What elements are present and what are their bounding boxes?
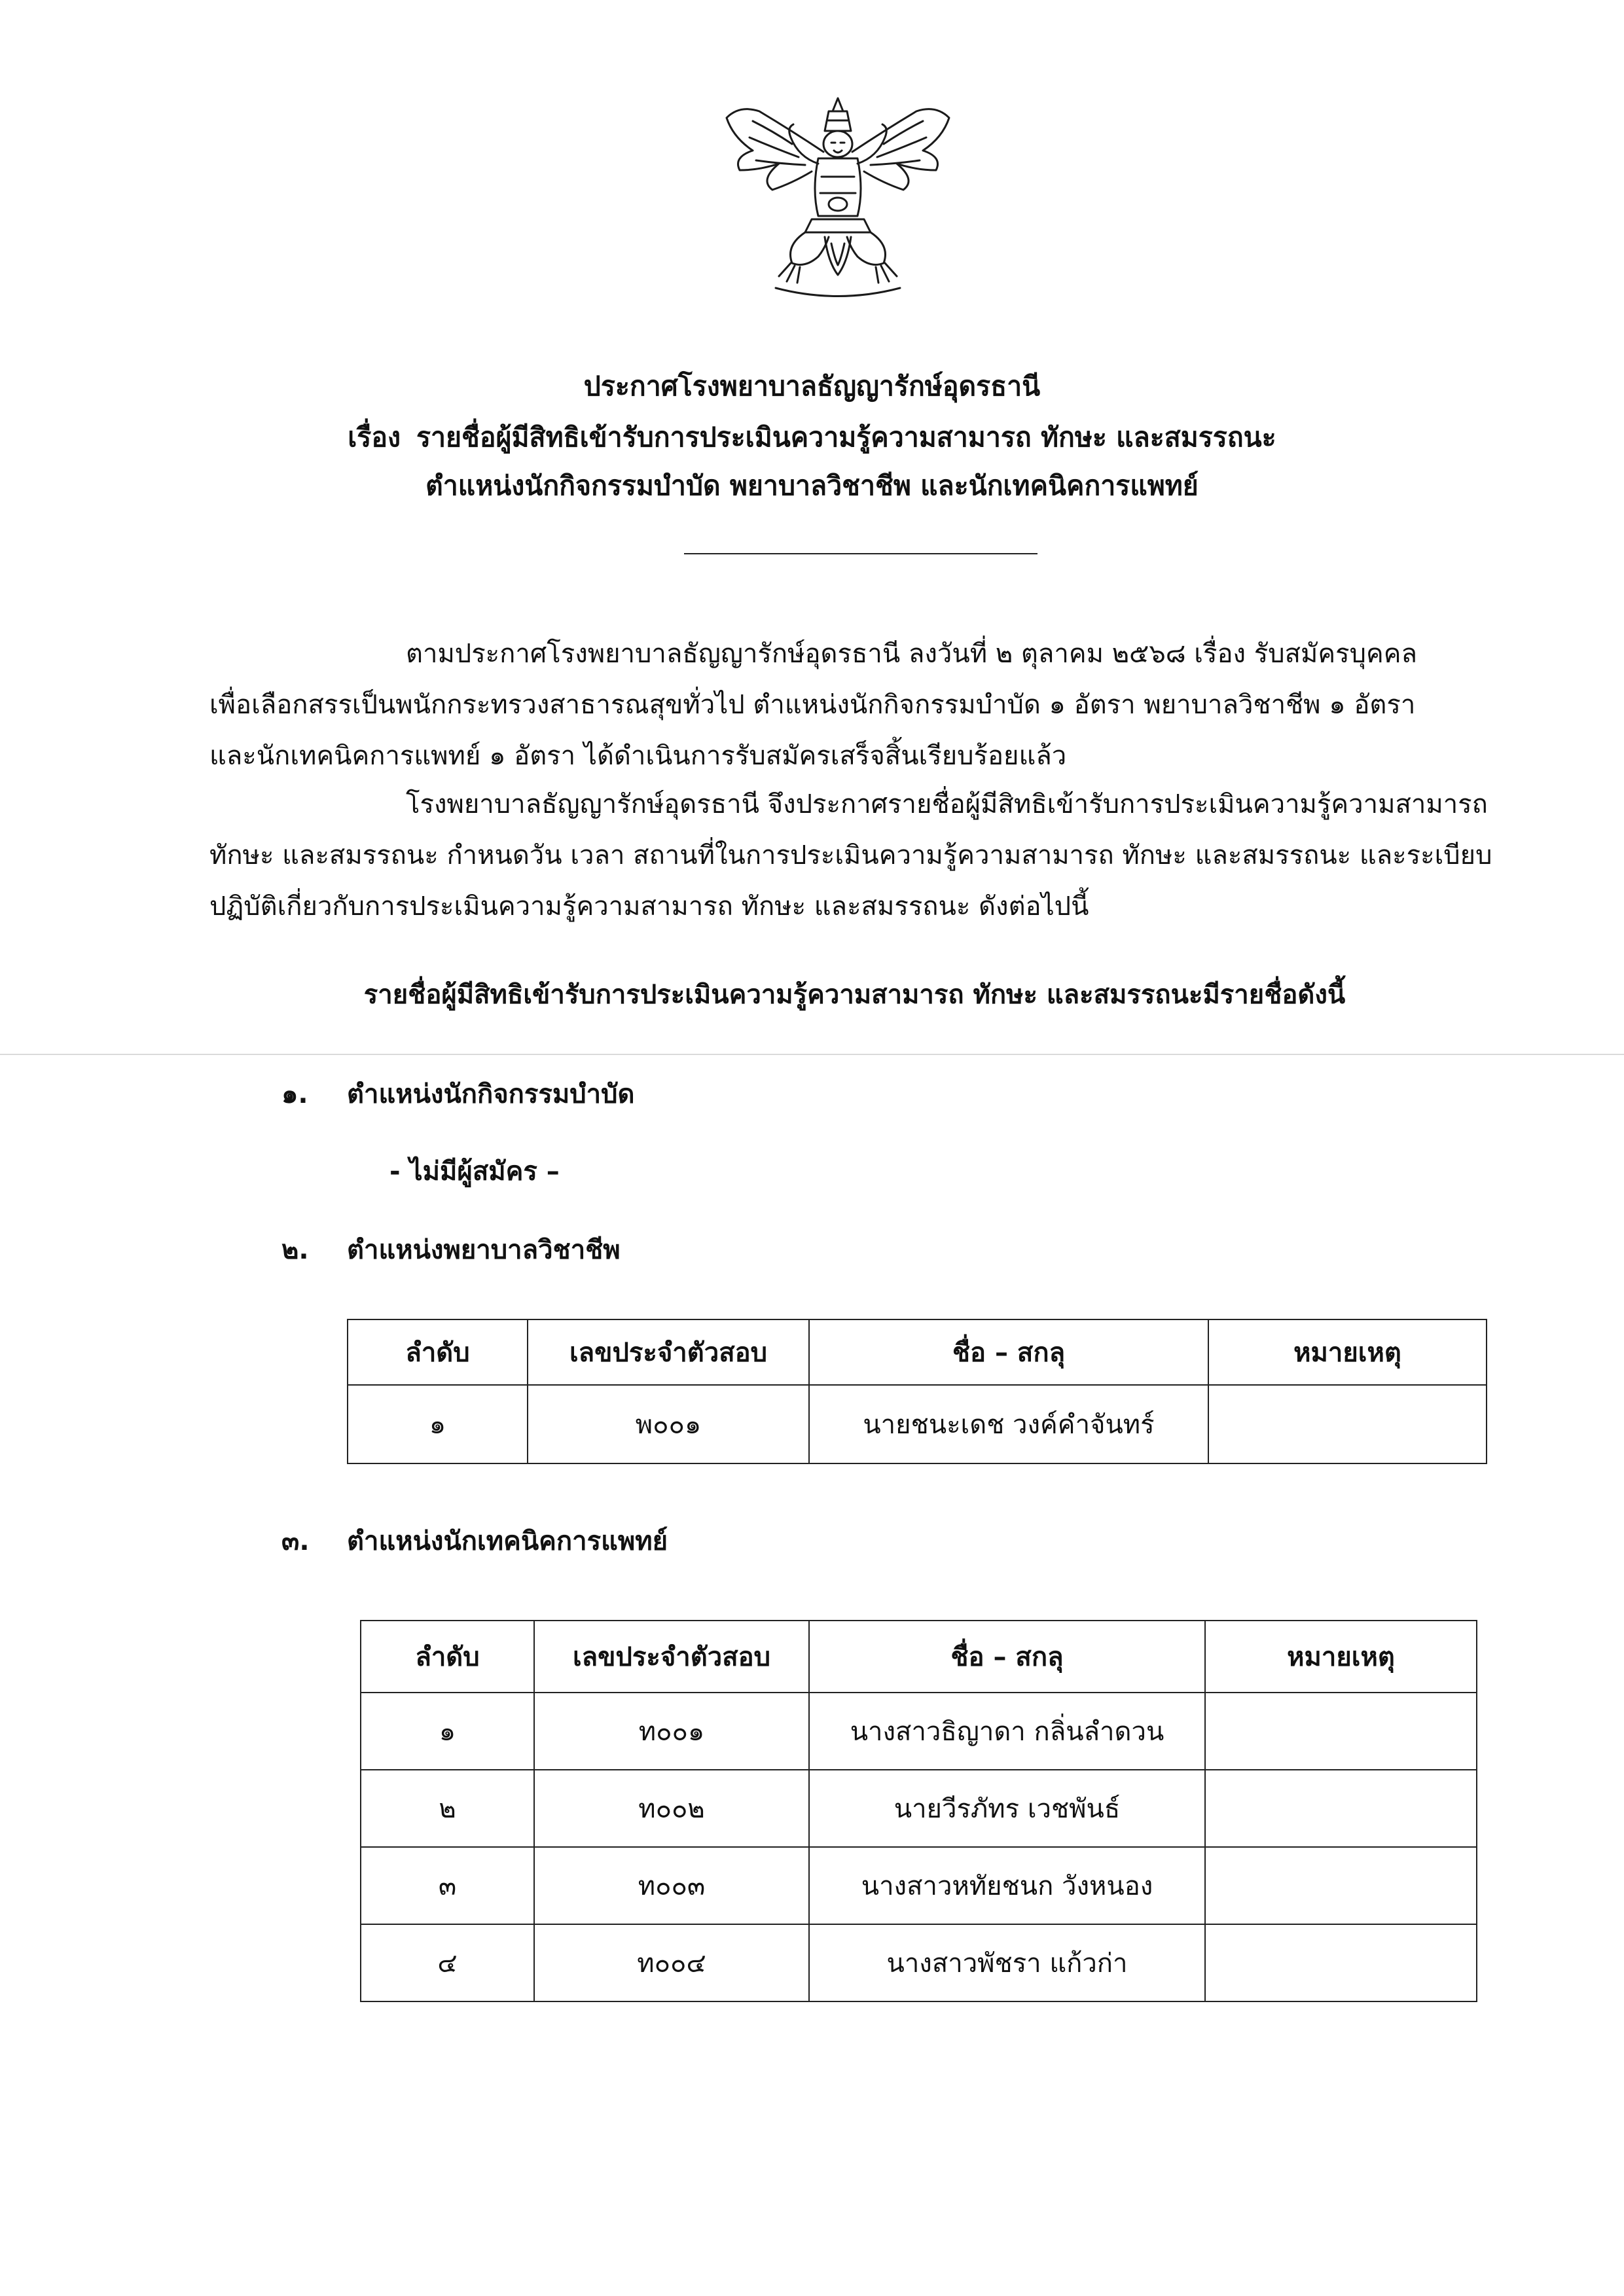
announcement-paragraph-2	[209, 779, 1492, 932]
order-cell: ๑	[348, 1385, 528, 1463]
nurse-candidate-table	[347, 1319, 1487, 1464]
column-header-remark: หมายเหตุ	[1208, 1319, 1487, 1385]
exam-id-cell: พ๐๐๑	[528, 1385, 809, 1463]
section-medical-technologist	[281, 1522, 668, 1561]
table-row	[361, 1847, 1477, 1924]
exam-id-cell: ท๐๐๔	[534, 1924, 809, 2001]
remark-cell	[1205, 1847, 1477, 1924]
table-row	[361, 1693, 1477, 1770]
exam-id-cell: ท๐๐๒	[534, 1770, 809, 1847]
paragraph-line: ปฏิบัติเกี่ยวกับการประเมินความรู้ความสามารถ ทักษะ และสมรรถนะ ดังต่อไปนี้	[209, 891, 1089, 922]
name-cell: นางสาวพัชรา แก้วก่า	[809, 1924, 1205, 2001]
section-occupational-therapist	[281, 1075, 634, 1114]
paragraph-line: ทักษะ และสมรรถนะ กำหนดวัน เวลา สถานที่ในการประเมินความรู้ความสามารถ ทักษะ และสมรรถนะ และระเบียบ	[209, 840, 1492, 870]
remark-cell	[1205, 1770, 1477, 1847]
remark-cell	[1208, 1385, 1487, 1463]
garuda-emblem-icon	[713, 92, 962, 308]
name-cell: นายชนะเดช วงค์คำจันทร์	[809, 1385, 1208, 1463]
medtech-candidate-table	[360, 1620, 1477, 2002]
name-cell: นางสาวหทัยชนก วังหนอง	[809, 1847, 1205, 1924]
name-cell: นายวีรภัทร เวชพันธ์	[809, 1770, 1205, 1847]
exam-id-cell: ท๐๐๑	[534, 1693, 809, 1770]
subject-positions: ตำแหน่งนักกิจกรรมบำบัด พยาบาลวิชาชีพ และนักเทคนิคการแพทย์	[425, 470, 1199, 501]
section-number: ๒.	[281, 1235, 309, 1265]
exam-id-cell: ท๐๐๓	[534, 1847, 809, 1924]
table-row	[361, 1924, 1477, 2001]
table-header-row	[361, 1621, 1477, 1693]
subject-label: เรื่อง	[348, 422, 401, 453]
table-row	[361, 1770, 1477, 1847]
paragraph-line: โรงพยาบาลธัญญารักษ์อุดรธานี จึงประกาศรายชื่อผู้มีสิทธิเข้ารับการประเมินความรู้ความสามารถ	[406, 789, 1488, 819]
subject-text: รายชื่อผู้มีสิทธิเข้ารับการประเมินความรู้ความสามารถ ทักษะ และสมรรถนะ	[416, 422, 1276, 453]
remark-cell	[1205, 1924, 1477, 2001]
column-header-order: ลำดับ	[348, 1319, 528, 1385]
section-title: ตำแหน่งนักกิจกรรมบำบัด	[347, 1079, 635, 1109]
table-header-row	[348, 1319, 1487, 1385]
column-header-name: ชื่อ – สกลุ	[809, 1319, 1208, 1385]
section-number: ๓.	[281, 1526, 310, 1556]
order-cell: ๑	[361, 1693, 534, 1770]
column-header-order: ลำดับ	[361, 1621, 534, 1693]
paragraph-line: ตามประกาศโรงพยาบาลธัญญารักษ์อุดรธานี ลงวันที่ ๒ ตุลาคม ๒๕๖๘ เรื่อง รับสมัครบุคคล	[406, 639, 1418, 669]
section-number: ๑.	[281, 1079, 308, 1109]
list-heading: รายชื่อผู้มีสิทธิเข้ารับการประเมินความรู้ความสามารถ ทักษะ และสมรรถนะมีรายชื่อดังนี้	[363, 980, 1346, 1010]
section-title: ตำแหน่งพยาบาลวิชาชีพ	[347, 1235, 621, 1265]
order-cell: ๔	[361, 1924, 534, 2001]
announcement-paragraph-1	[209, 628, 1479, 781]
section-registered-nurse	[281, 1230, 621, 1270]
paragraph-line: และนักเทคนิคการแพทย์ ๑ อัตรา ได้ดำเนินการรับสมัครเสร็จสิ้นเรียบร้อยแล้ว	[209, 741, 1067, 771]
name-cell: นางสาวธิญาดา กลิ่นลำดวน	[809, 1693, 1205, 1770]
scan-fold-line	[0, 1054, 1624, 1055]
section-title: ตำแหน่งนักเทคนิคการแพทย์	[347, 1526, 668, 1556]
title-divider	[684, 553, 1038, 554]
column-header-exam-id: เลขประจำตัวสอบ	[528, 1319, 809, 1385]
column-header-remark: หมายเหตุ	[1205, 1621, 1477, 1693]
remark-cell	[1205, 1693, 1477, 1770]
table-row	[348, 1385, 1487, 1463]
order-cell: ๓	[361, 1847, 534, 1924]
column-header-exam-id: เลขประจำตัวสอบ	[534, 1621, 809, 1693]
order-cell: ๒	[361, 1770, 534, 1847]
subject-line	[0, 418, 1624, 457]
column-header-name: ชื่อ – สกลุ	[809, 1621, 1205, 1693]
no-applicant-note: - ไม่มีผู้สมัคร –	[389, 1157, 560, 1187]
paragraph-line: เพื่อเลือกสรรเป็นพนักกระทรวงสาธารณสุขทั่วไป ตำแหน่งนักกิจกรรมบำบัด ๑ อัตรา พยาบาลวิชาชีพ ๑ อัตรา	[209, 690, 1416, 720]
document-title: ประกาศโรงพยาบาลธัญญารักษ์อุดรธานี	[583, 370, 1041, 402]
